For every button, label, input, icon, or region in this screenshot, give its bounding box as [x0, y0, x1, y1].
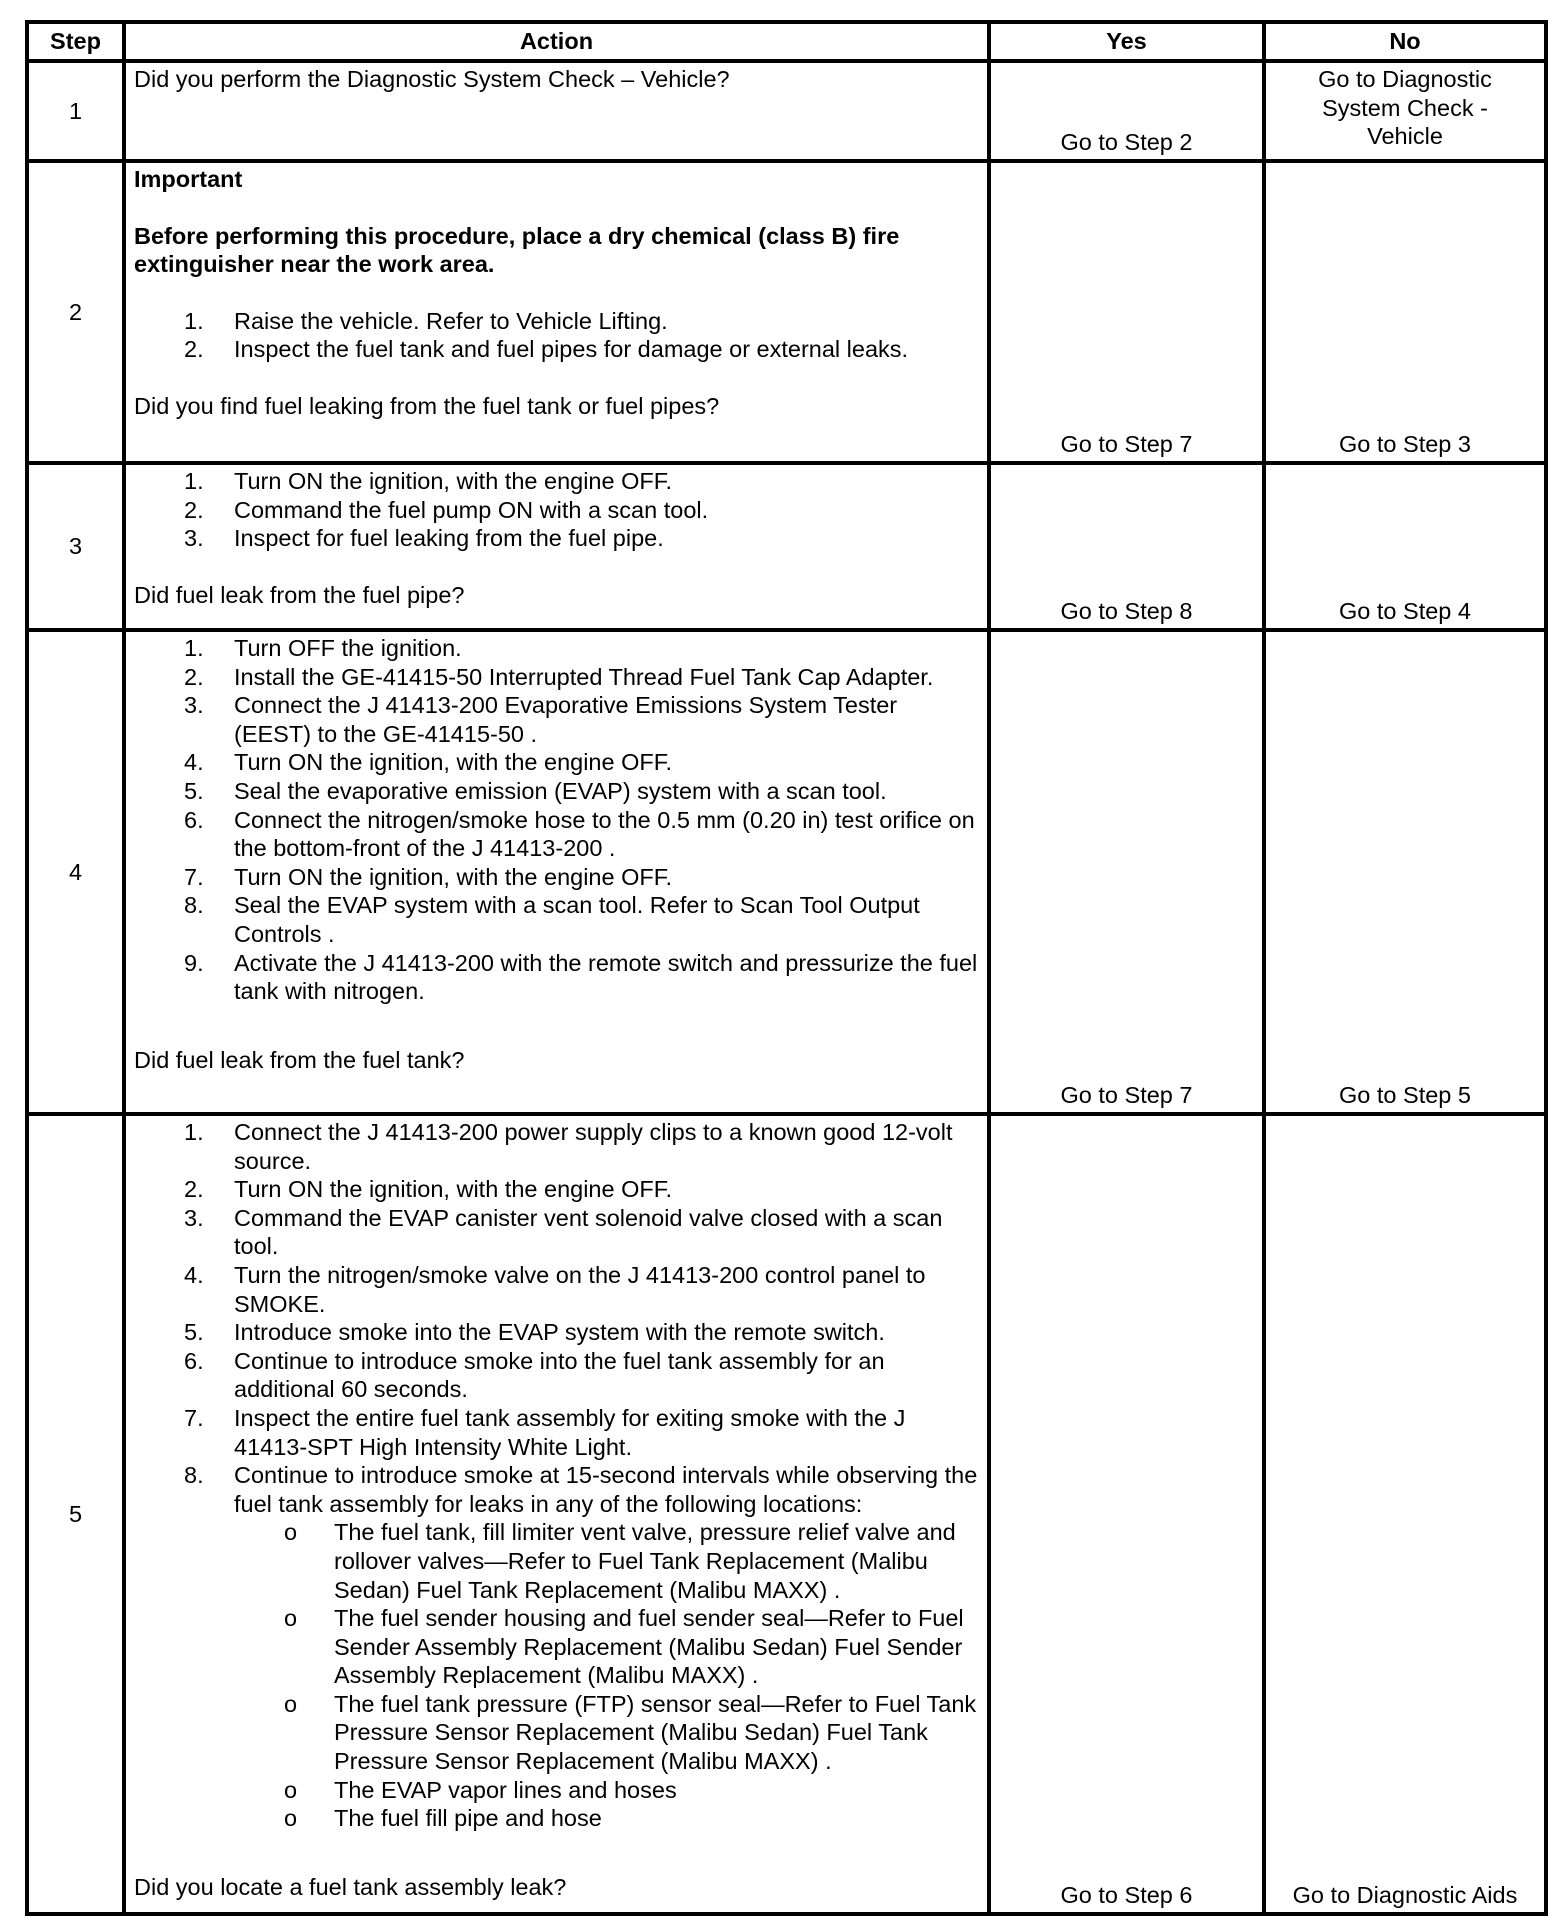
list-item: 1. Connect the J 41413-200 power supply clips to a known good 12-volt source.	[184, 1119, 953, 1174]
question-text: Did fuel leak from the fuel tank?	[134, 1046, 465, 1073]
location-sublist	[234, 1518, 979, 1833]
table-row-step-2	[27, 161, 1546, 463]
list-item: 2. Command the fuel pump ON with a scan tool.	[184, 496, 709, 523]
list-item: 5. Introduce smoke into the EVAP system with the remote switch.	[184, 1319, 885, 1346]
important-label: Important	[134, 166, 243, 192]
no-cell: Go to Diagnostic Aids	[1264, 1114, 1546, 1914]
step-number: 5	[27, 1114, 124, 1914]
header-row	[27, 22, 1546, 61]
list-item: 9. Activate the J 41413-200 with the remote switch and pressurize the fuel tank with nitrogen.	[184, 949, 978, 1005]
header-no: No	[1264, 22, 1546, 61]
action-cell	[124, 1114, 989, 1914]
list-item: 3. Connect the J 41413-200 Evaporative Emissions System Tester (EEST) to the GE-41415-50 .	[184, 692, 898, 747]
procedure-list	[134, 307, 979, 364]
table-row-step-4	[27, 630, 1546, 1114]
procedure-list	[134, 634, 979, 1006]
yes-cell: Go to Step 2	[989, 61, 1264, 161]
list-item: 2. Turn ON the ignition, with the engine OFF.	[184, 1176, 673, 1203]
step-number: 1	[27, 61, 124, 161]
yes-cell: Go to Step 7	[989, 630, 1264, 1114]
sub-list-item: o The fuel fill pipe and hose	[284, 1805, 602, 1832]
question-text: Did fuel leak from the fuel pipe?	[134, 581, 465, 608]
bullet-icon: o	[284, 1805, 298, 1832]
question-text: Did you find fuel leaking from the fuel tank or fuel pipes?	[134, 392, 720, 419]
list-item: 3. Command the EVAP canister vent solenoid valve closed with a scan tool.	[184, 1204, 943, 1260]
header-action: Action	[124, 22, 989, 61]
list-item: 1. Turn OFF the ignition.	[184, 635, 462, 661]
no-cell: Go to Step 5	[1264, 630, 1546, 1114]
important-text: Before performing this procedure, place a dry chemical (class B) fire extinguisher near the work area.	[134, 222, 900, 278]
list-item: 2. Install the GE-41415-50 Interrupted Thread Fuel Tank Cap Adapter.	[184, 663, 934, 690]
bullet-icon: o	[284, 1519, 298, 1546]
list-item: 6. Connect the nitrogen/smoke hose to the 0.5 mm (0.20 in) test orifice on the bottom-front of the J 41413-200 .	[184, 806, 975, 862]
procedure-list	[134, 467, 979, 553]
table-row-step-1	[27, 61, 1546, 161]
sub-list-item: o The fuel tank pressure (FTP) sensor seal—Refer to Fuel Tank Pressure Sensor Replacement (Malibu Sedan) Fuel Tank Pressure Sensor Replacement (Malibu MAXX) .	[284, 1690, 977, 1775]
step-number: 2	[27, 161, 124, 463]
sub-list-item: o The fuel tank, fill limiter vent valve, pressure relief valve and rollover valves—Refer to Fuel Tank Replacement (Malibu Sedan) Fuel Tank Replacement (Malibu MAXX) .	[284, 1519, 956, 1603]
sub-list-item: o The EVAP vapor lines and hoses	[284, 1776, 677, 1803]
question-text: Did you locate a fuel tank assembly leak?	[134, 1873, 567, 1900]
list-item: 4. Turn the nitrogen/smoke valve on the J 41413-200 control panel to SMOKE.	[184, 1261, 926, 1317]
list-item: 8. Continue to introduce smoke at 15-second intervals while observing the fuel tank assembly for leaks in any of the following locations: o The fuel tank, fill limiter vent valve, pressure relief valve and rollover valves—Refer to Fuel Tank Replacement (Malibu Sedan) Fuel Tank Replacement (Malibu MAXX) . o The fuel sender housing and fuel sender seal—Refer to Fuel Sender Assembly Replacement (Malibu Sedan) Fuel Sender Assembly Replacement (Malibu MAXX) . o The fuel tank pressure (FTP) sensor seal—Refer to Fuel Tank Pressure Sensor Replacement (Malibu Sedan) Fuel Tank Pressure Sensor Replacement (Malibu MAXX) . o The EVAP vapor lines and hoses o The fuel fill pipe and hose	[184, 1462, 978, 1832]
list-item: 7. Inspect the entire fuel tank assembly for exiting smoke with the J 41413-SPT High Intensity White Light.	[184, 1404, 906, 1460]
list-item: 7. Turn ON the ignition, with the engine OFF.	[184, 863, 673, 890]
bullet-icon: o	[284, 1605, 298, 1632]
no-cell: Go to Diagnostic System Check - Vehicle	[1264, 61, 1546, 161]
header-step: Step	[27, 22, 124, 61]
sub-list-item: o The fuel sender housing and fuel sender seal—Refer to Fuel Sender Assembly Replacement (Malibu Sedan) Fuel Sender Assembly Replacement (Malibu MAXX) .	[284, 1605, 964, 1689]
action-cell	[124, 463, 989, 630]
procedure-list	[134, 1118, 979, 1833]
diagnostic-table	[25, 20, 1548, 1916]
yes-cell: Go to Step 6	[989, 1114, 1264, 1914]
question-text: Did you perform the Diagnostic System Check – Vehicle?	[134, 66, 730, 92]
list-item: 1. Raise the vehicle. Refer to Vehicle Lifting.	[184, 307, 668, 334]
action-cell	[124, 630, 989, 1114]
yes-cell: Go to Step 7	[989, 161, 1264, 463]
no-cell: Go to Step 4	[1264, 463, 1546, 630]
no-cell: Go to Step 3	[1264, 161, 1546, 463]
list-item: 2. Inspect the fuel tank and fuel pipes for damage or external leaks.	[184, 336, 909, 363]
list-item: 4. Turn ON the ignition, with the engine OFF.	[184, 749, 673, 776]
step-number: 3	[27, 463, 124, 630]
action-cell	[124, 161, 989, 463]
table-row-step-5	[27, 1114, 1546, 1914]
list-item: 6. Continue to introduce smoke into the fuel tank assembly for an additional 60 seconds.	[184, 1347, 885, 1403]
list-item: 1. Turn ON the ignition, with the engine OFF.	[184, 468, 673, 494]
bullet-icon: o	[284, 1690, 298, 1717]
list-item: 3. Inspect for fuel leaking from the fuel pipe.	[184, 525, 664, 552]
bullet-icon: o	[284, 1776, 298, 1803]
list-item: 8. Seal the EVAP system with a scan tool. Refer to Scan Tool Output Controls .	[184, 892, 920, 947]
table-row-step-3	[27, 463, 1546, 630]
yes-cell: Go to Step 8	[989, 463, 1264, 630]
action-cell	[124, 61, 989, 161]
list-item: 5. Seal the evaporative emission (EVAP) system with a scan tool.	[184, 777, 887, 804]
header-yes: Yes	[989, 22, 1264, 61]
step-number: 4	[27, 630, 124, 1114]
